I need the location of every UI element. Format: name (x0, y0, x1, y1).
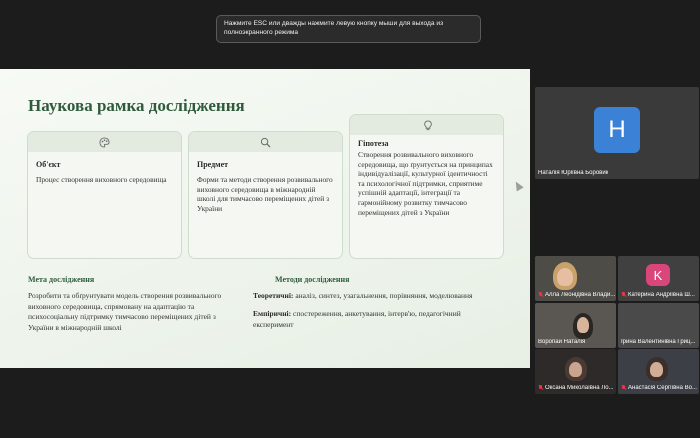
mouse-pointer-icon (512, 180, 523, 192)
participant-name: Алла Леонідівна Влади... (545, 292, 616, 298)
mic-off-icon (538, 385, 543, 391)
slide-title: Наукова рамка дослідження (28, 96, 245, 115)
participant-name: Анастасія Сергіївна Во... (628, 385, 697, 391)
empirical-label: Емпіричні: (253, 309, 292, 318)
participant-tile[interactable] (535, 256, 616, 301)
participant-name: Оксана Миколаївна Ло... (545, 385, 614, 391)
participant-face (557, 268, 573, 286)
participant-tile[interactable] (618, 303, 699, 348)
mic-off-icon (621, 292, 626, 298)
participant-name-label (621, 339, 695, 345)
participant-name: Воропай Наталія (538, 339, 586, 345)
hypothesis-card-text: Створення розвивального виховного середовища, що ґрунтується на принципах індивідуалізації, культурної ідентичності та психологічної підтримки, сприятиме успішній адаптації, інтеграції та гармонійному розвитку тимчасово переміщених дітей з України (358, 150, 493, 217)
empirical-text: спостереження, анкетування, інтерв'ю, педагогічний експеримент (253, 309, 461, 329)
participant-tile[interactable] (535, 303, 616, 348)
object-card-text: Процес створення виховного середовища (36, 175, 167, 184)
participant-initial: K (653, 267, 663, 283)
hypothesis-card (349, 114, 504, 259)
participant-tile[interactable] (618, 349, 699, 394)
participant-name-label (621, 292, 695, 298)
mic-off-icon (621, 385, 626, 391)
hypothesis-card-header (350, 115, 503, 135)
mic-off-icon (538, 292, 543, 298)
palette-icon (99, 137, 110, 148)
participant-face (569, 362, 582, 377)
theoretical-text: аналіз, синтез, узагальнення, порівняння, моделювання (293, 291, 473, 300)
participant-face (577, 317, 589, 333)
participant-name: Катерина Андріївна Ш... (628, 292, 695, 298)
presenter-avatar (594, 107, 640, 153)
hypothesis-card-title: Гіпотеза (358, 139, 389, 148)
participant-tile[interactable] (618, 256, 699, 301)
participant-name-label (538, 385, 614, 391)
subject-card-title: Предмет (197, 160, 229, 169)
participant-name-label (538, 292, 615, 298)
search-icon (260, 137, 271, 148)
subject-card-text: Форми та методи створення розвивального виховного середовища в міжнародній школі для тимчасово переміщених дітей з України (197, 175, 333, 213)
methods-heading: Методи дослідження (275, 275, 350, 284)
shared-slide (0, 69, 530, 368)
subject-card-header (189, 132, 342, 152)
presenter-name: Наталія Юріївна Боровик (538, 170, 609, 176)
object-card-header (28, 132, 181, 152)
presenter-name-label (538, 170, 608, 176)
participant-avatar (646, 264, 670, 286)
subject-card (188, 131, 343, 259)
lightbulb-icon (423, 120, 433, 131)
object-card (27, 131, 182, 259)
fullscreen-exit-notice (216, 15, 481, 43)
participant-name: Ірина Валентинівна Гриц... (621, 339, 696, 345)
methods-empirical (253, 309, 473, 330)
participant-face (650, 362, 663, 377)
participant-tile[interactable] (535, 349, 616, 394)
participant-name-label (621, 385, 697, 391)
presenter-video-tile[interactable] (535, 87, 699, 179)
goal-text: Розробити та обґрунтувати модель створення розвивального виховного середовища, спрямовану на адаптацію та психосоціальну підтримку тимчасово переміщених дітей з України в міжнародній школі (28, 291, 222, 332)
goal-heading: Мета дослідження (28, 275, 95, 284)
notice-text: Нажмите ESC или дважды нажмите левую кнопку мыши для выхода из полноэкранного режима (224, 20, 444, 36)
theoretical-label: Теоретичні: (253, 291, 294, 300)
methods-theoretical (253, 291, 525, 302)
presenter-initial: Н (608, 116, 626, 143)
object-card-title: Об'єкт (36, 160, 61, 169)
participant-name-label (538, 339, 585, 345)
